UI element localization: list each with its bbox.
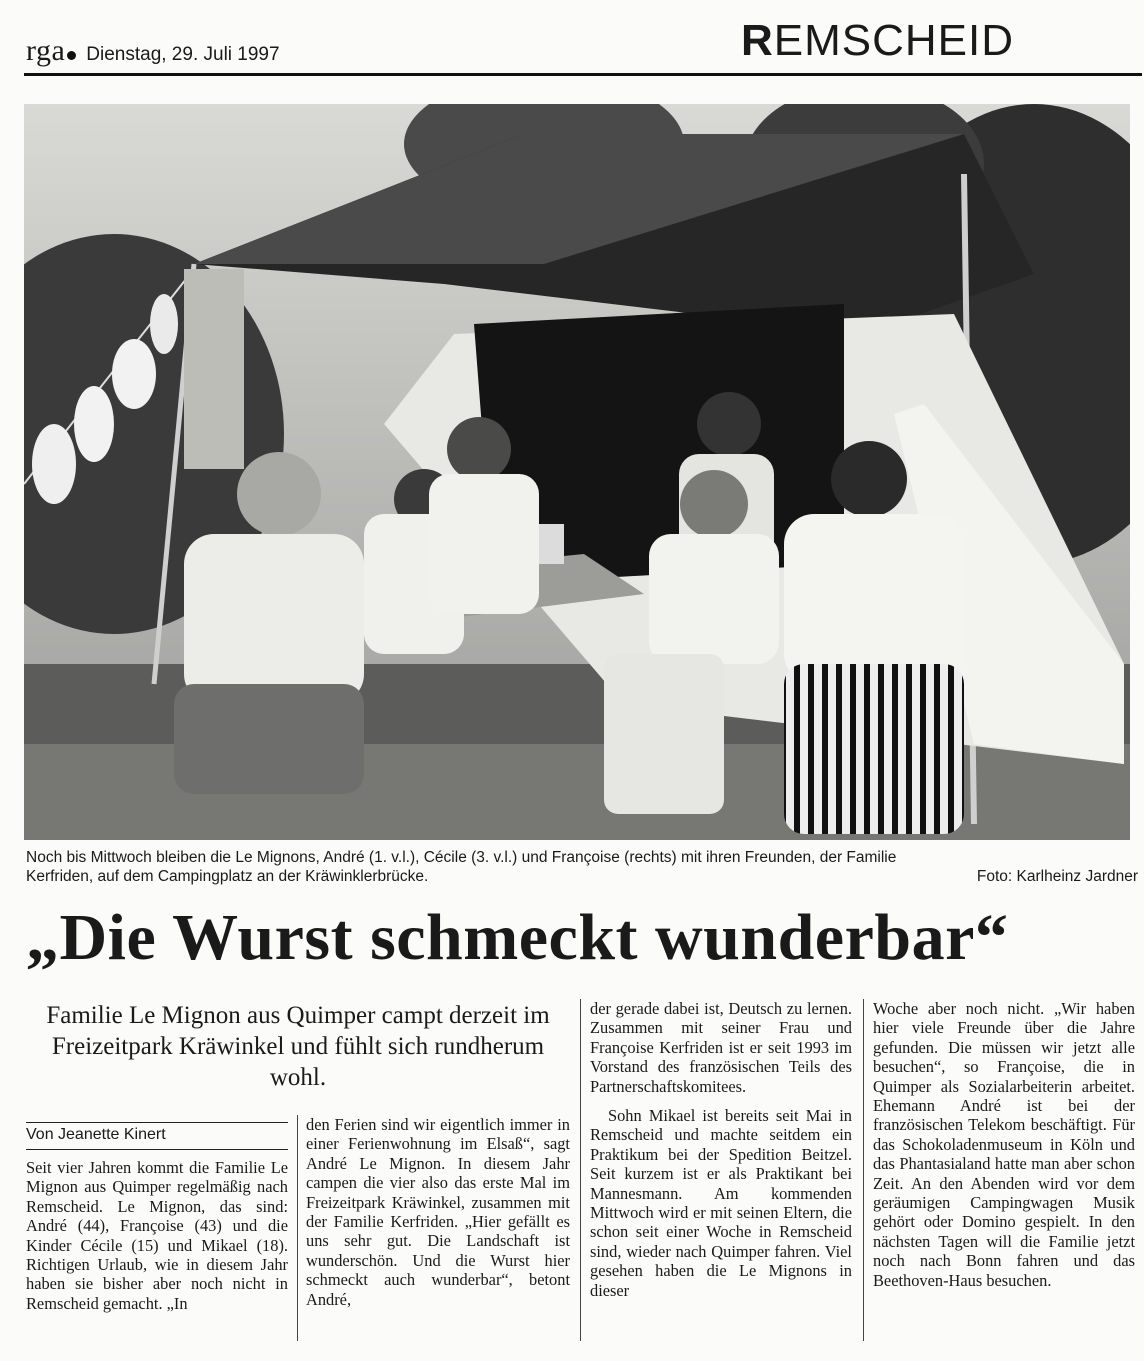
photo-credit: Foto: Karlheinz Jardner [976,868,1138,885]
caption-line-2: Kerfriden, auf dem Campingplatz an der Kräwinklerbrücke. [26,868,429,885]
brand-dot-icon [67,51,76,60]
article-byline: Von Jeanette Kinert [26,1126,166,1143]
article-column-2 [306,1115,570,1309]
newspaper-brand: rga [26,34,76,68]
column-divider [297,1115,298,1341]
column-3-text-a: der gerade dabei ist, Deutsch zu lernen. Zusammen mit seiner Frau und Françoise Kerfriden ist er seit 1993 im Vorstand des französischen Teils des Partnerschaftskomitees. [590,999,852,1096]
column-divider [580,999,581,1341]
column-4-text: Woche aber noch nicht. „Wir haben hier viele Freunde über die Jahre gefunden. Die müssen wir jetzt alle besuchen“, so Françoise, die in Quimper als Sozialarbeiterin arbeitet. Ehemann André ist bei der französischen Telekom beschäftigt. Für das Schokoladenmuseum in Köln und das Phantasialand hatte man aber schon Zeit. An den Abenden wird vor dem geräumigen Campingwagen Musik gehört oder Domino gespielt. In den nächsten Tagen will die Familie jetzt noch nach Bonn fahren und das Beethoven-Haus besuchen. [873,999,1135,1290]
caption-line-1: Noch bis Mittwoch bleiben die Le Mignons, André (1. v.l.), Cécile (3. v.l.) und Françoise (rechts) mit ihren Freunden, der Familie [26,849,897,866]
article-photo [24,104,1130,840]
column-divider [863,999,864,1341]
byline-rule-bottom [26,1149,288,1150]
camping-photo-illustration [24,104,1130,840]
section-title: REMSCHEID [741,16,1015,65]
article-column-3 [590,999,852,1300]
masthead-rule [24,73,1142,76]
article-headline: „Die Wurst schmeckt wunderbar“ [26,901,1009,974]
column-3-text-b: Sohn Mikael ist bereits seit Mai in Remscheid und machte seitdem ein Praktikum bei der Spedition Beitzel. Seit kurzem ist er als Praktikant bei Mannesmann. Am kommenden Mittwoch wird er mit seinen Eltern, die schon seit einer Woche in Remscheid sind, wieder nach Quimper fahren. Viel gesehen haben die Le Mignons in dieser [590,1106,852,1300]
article-column-4 [873,999,1135,1290]
column-2-text: den Ferien sind wir eigentlich immer in einer Ferienwohnung im Elsaß“, sagt André Le Mignon. In diesem Jahr campen die vier also das erste Mal im Freizeitpark Kräwinkel, zusammen mit der Familie Kerfriden. „Hier gefällt es uns sehr gut. Die Landschaft ist wunderschön. Und die Wurst hier schmeckt auch wunderbar“, betont André, [306,1115,570,1309]
photo-caption [26,848,1138,886]
article-subhead: Familie Le Mignon aus Quimper campt derzeit im Freizeitpark Kräwinkel und fühlt sich rundherum wohl. [46,1002,550,1091]
byline-rule-top [26,1122,288,1123]
article-column-1 [26,1158,288,1313]
issue-date: Dienstag, 29. Juli 1997 [86,44,280,65]
column-1-text: Seit vier Jahren kommt die Familie Le Mignon aus Quimper regelmäßig nach Remscheid. Le Mignon, das sind: André (44), Françoise (43) und die Kinder Cécile (15) und Mikael (18). Richtigen Urlaub, wie in diesem Jahr haben sie bisher aber noch nicht in Remscheid gemacht. „In [26,1158,288,1313]
masthead [26,34,280,68]
